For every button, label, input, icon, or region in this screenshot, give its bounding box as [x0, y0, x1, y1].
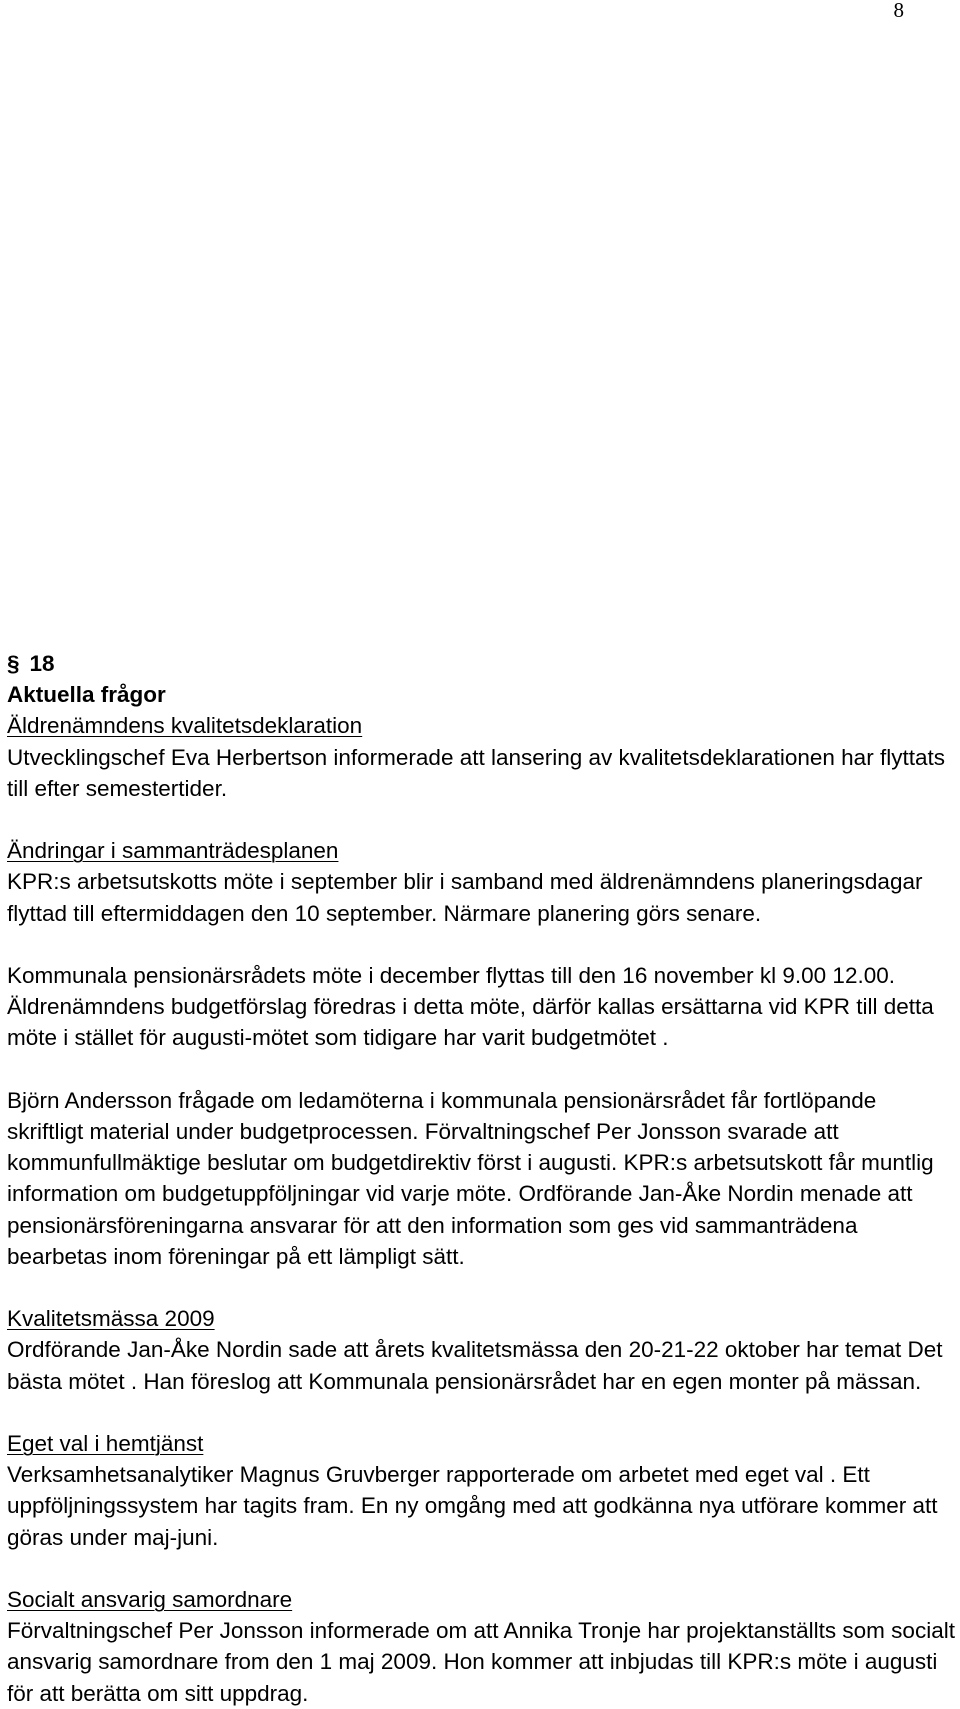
agenda-item-sammantradesplanen-cont2 — [7, 1085, 957, 1272]
section-number-value: 18 — [29, 651, 55, 676]
page-number: 8 — [893, 0, 904, 22]
item-title: Socialt ansvarig samordnare — [7, 1587, 293, 1612]
paragraph-sign: § — [7, 651, 20, 676]
agenda-item-eget-val — [7, 1428, 957, 1553]
agenda-item-sammantradesplanen-cont — [7, 960, 957, 1054]
minutes-content — [7, 648, 957, 1709]
item-paragraph: Verksamhetsanalytiker Magnus Gruvberger rapporterade om arbetet med eget val . Ett uppföljningssystem har tagits fram. En ny omgång med att godkänna nya utförare kommer att göras under maj-juni. — [7, 1462, 938, 1550]
item-paragraph: KPR:s arbetsutskotts möte i september blir i samband med äldrenämndens planeringsdagar flyttad till eftermiddagen den 10 september. Närmare planering görs senare. — [7, 869, 923, 926]
agenda-item-kvalitetsmassa — [7, 1303, 957, 1397]
agenda-item-samordnare — [7, 1584, 957, 1709]
item-title: Äldrenämndens kvalitetsdeklaration — [7, 713, 363, 739]
section-title: Aktuella frågor — [7, 682, 166, 708]
item-paragraph: Utvecklingschef Eva Herbertson informerade att lansering av kvalitetsdeklarationen har flyttats till efter semestertider. — [7, 744, 945, 801]
agenda-item-kvalitetsdeklaration — [7, 710, 957, 804]
item-paragraph: Björn Andersson frågade om ledamöterna i kommunala pensionärsrådet får fortlöpande skriftligt material under budgetprocessen. Förvaltningschef Per Jonsson svarade att kommunfullmäktige beslutar om budgetdirektiv först i augusti. KPR:s arbetsutskott får muntlig information om budgetuppföljningar vid varje möte. Ordförande Jan-Åke Nordin menade att pensionärsföreningarna ansvarar för att den information som ges vid sammanträdena bearbetas inom föreningar på ett lämpligt sätt. — [7, 1087, 934, 1269]
item-title: Eget val i hemtjänst — [7, 1431, 204, 1456]
agenda-item-sammantradesplanen — [7, 835, 957, 929]
item-paragraph: Ordförande Jan-Åke Nordin sade att årets kvalitetsmässa den 20-21-22 oktober har temat Det bästa mötet . Han föreslog att Kommunala pensionärsrådet har en egen monter på mässan. — [7, 1337, 943, 1394]
item-title: Kvalitetsmässa 2009 — [7, 1306, 215, 1332]
item-paragraph: Kommunala pensionärsrådets möte i december flyttas till den 16 november kl 9.00 12.00. Äldrenämndens budgetförslag föredras i detta möte, därför kallas ersättarna vid KPR till detta möte i stället för augusti-mötet som tidigare har varit budgetmötet . — [7, 963, 934, 1051]
item-title: Ändringar i sammanträdesplanen — [7, 838, 339, 864]
section-number — [7, 648, 957, 679]
item-paragraph: Förvaltningschef Per Jonsson informerade om att Annika Tronje har projektanställts som socialt ansvarig samordnare from den 1 maj 2009. Hon kommer att inbjudas till KPR:s möte i augusti för att berätta om sitt uppdrag. — [7, 1618, 955, 1706]
